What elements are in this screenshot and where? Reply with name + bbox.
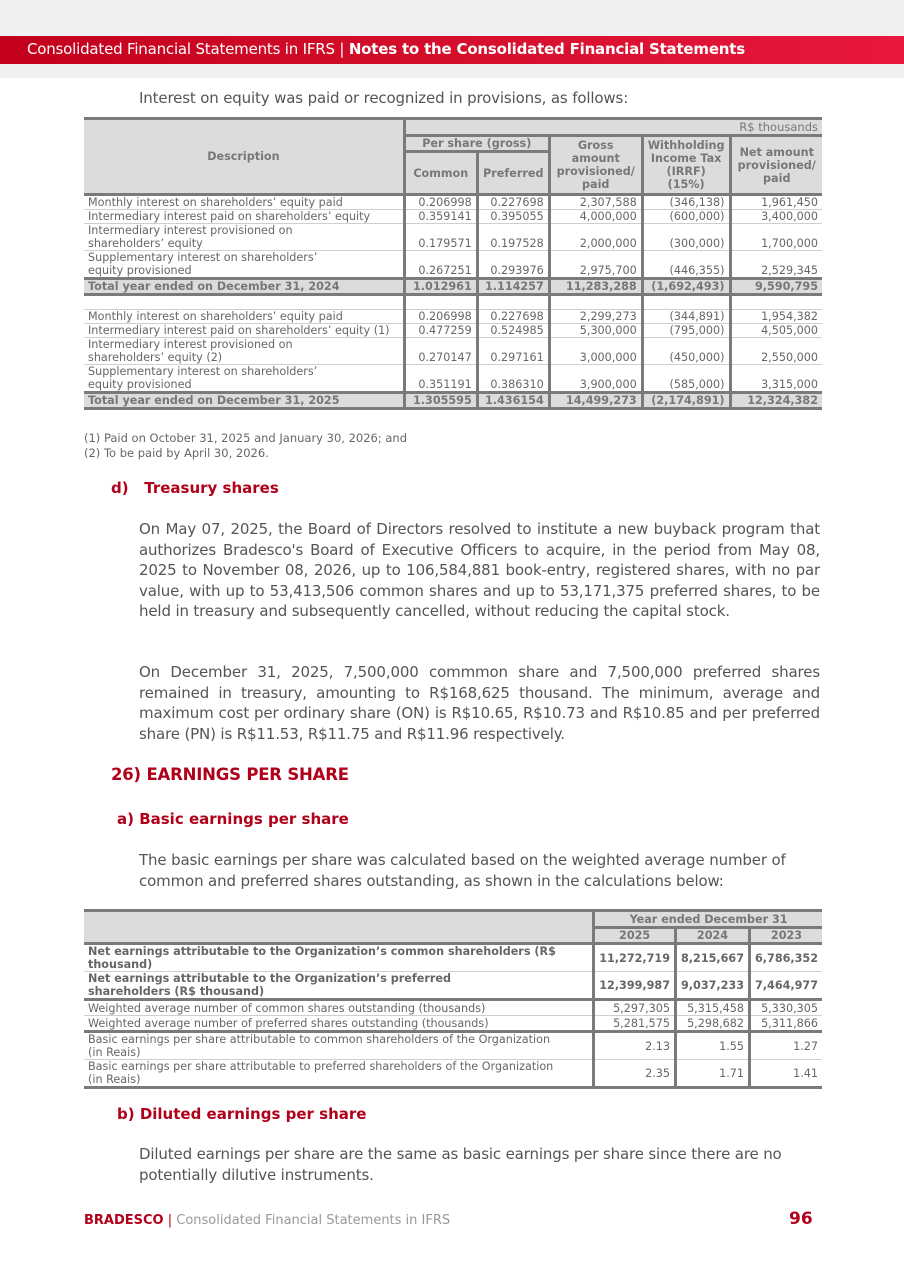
treasury-paragraph-2: On December 31, 2025, 7,500,000 commmon share and 7,500,000 preferred shares remained in treasury, amounting to R$168,625 thousand. The minimum, average and maximum cost per ordinary share (ON) is R$10.65, R$10.73 and R$10.85 and per preferred share (PN) is R$11.53, R$11.75 and R$11.96 respectively. [139, 663, 820, 743]
header-banner [0, 36, 904, 64]
cell-common: 0.477259 [404, 324, 477, 338]
cell-irrf: (344,891) [642, 310, 730, 324]
footer-text: Consolidated Financial Statements in IFRS [176, 1213, 451, 1228]
cell-2025: 5,297,305 [594, 1000, 676, 1016]
cell-preferred: 0.227698 [477, 195, 549, 210]
cell-common: 0.270147 [404, 338, 477, 365]
table-row [84, 251, 822, 279]
cell-preferred: 0.524985 [477, 324, 549, 338]
total-irrf: (1,692,493) [642, 279, 730, 295]
cell-2023: 1.27 [750, 1032, 823, 1060]
footer [84, 1213, 450, 1228]
cell-2024: 9,037,233 [676, 972, 750, 1000]
row-description: Monthly interest on shareholders’ equity paid [84, 310, 404, 324]
cell-2024: 1.55 [676, 1032, 750, 1060]
table-row [84, 338, 822, 365]
table-row [84, 1032, 822, 1060]
row-description: Monthly interest on shareholders’ equity paid [84, 195, 404, 210]
cell-irrf: (585,000) [642, 365, 730, 393]
unit-label: R$ thousands [404, 119, 822, 136]
cell-gross: 3,900,000 [549, 365, 642, 393]
total-row-2024 [84, 279, 822, 295]
cell-2024: 1.71 [676, 1060, 750, 1088]
total-row-2025 [84, 393, 822, 409]
cell-irrf: (450,000) [642, 338, 730, 365]
cell-preferred: 0.227698 [477, 310, 549, 324]
row-description: Basic earnings per share attributable to preferred shareholders of the Organization (in Reais) [88, 1060, 554, 1086]
total-common: 1.305595 [404, 393, 477, 409]
total-net: 12,324,382 [730, 393, 822, 409]
cell-2023: 1.41 [750, 1060, 823, 1088]
col-net: Net amount provisioned/ paid [730, 136, 822, 195]
table-row [84, 1060, 822, 1088]
cell-irrf: (300,000) [642, 224, 730, 251]
table-row [84, 324, 822, 338]
table-row [84, 365, 822, 393]
cell-irrf: (446,355) [642, 251, 730, 279]
header-separator: | [334, 40, 349, 58]
table-row [84, 210, 822, 224]
cell-common: 0.179571 [404, 224, 477, 251]
total-preferred: 1.436154 [477, 393, 549, 409]
table-row [84, 224, 822, 251]
cell-gross: 4,000,000 [549, 210, 642, 224]
cell-2023: 7,464,977 [750, 972, 823, 1000]
cell-irrf: (600,000) [642, 210, 730, 224]
row-description: Net earnings attributable to the Organization’s common shareholders (R$ thousand) [88, 945, 556, 971]
cell-preferred: 0.395055 [477, 210, 549, 224]
cell-gross: 2,299,273 [549, 310, 642, 324]
cell-net: 2,550,000 [730, 338, 822, 365]
cell-2025: 2.13 [594, 1032, 676, 1060]
earnings-per-share-table [84, 909, 822, 1089]
treasury-heading: d) Treasury shares [111, 479, 279, 497]
cell-preferred: 0.197528 [477, 224, 549, 251]
cell-net: 1,954,382 [730, 310, 822, 324]
cell-preferred: 0.297161 [477, 338, 549, 365]
cell-preferred: 0.386310 [477, 365, 549, 393]
cell-2023: 6,786,352 [750, 944, 823, 972]
total-net: 9,590,795 [730, 279, 822, 295]
total-preferred: 1.114257 [477, 279, 549, 295]
cell-gross: 2,000,000 [549, 224, 642, 251]
interest-on-equity-table [84, 117, 822, 410]
total-label: Total year ended on December 31, 2024 [84, 279, 404, 295]
cell-gross: 2,307,588 [549, 195, 642, 210]
row-description: Intermediary interest provisioned on shareholders’ equity [84, 224, 404, 251]
col-2024: 2024 [676, 928, 750, 944]
cell-net: 3,400,000 [730, 210, 822, 224]
total-label: Total year ended on December 31, 2025 [84, 393, 404, 409]
table-row [84, 1016, 822, 1032]
row-description: Supplementary interest on shareholders’ equity provisioned [84, 365, 404, 393]
cell-preferred: 0.293976 [477, 251, 549, 279]
cell-net: 4,505,000 [730, 324, 822, 338]
total-common: 1.012961 [404, 279, 477, 295]
cell-common: 0.359141 [404, 210, 477, 224]
cell-2023: 5,311,866 [750, 1016, 823, 1032]
total-gross: 14,499,273 [549, 393, 642, 409]
cell-gross: 3,000,000 [549, 338, 642, 365]
header-gap [0, 64, 904, 78]
cell-2024: 8,215,667 [676, 944, 750, 972]
col-2023: 2023 [750, 928, 823, 944]
table-row [84, 1000, 822, 1016]
top-margin [0, 0, 904, 36]
cell-gross: 2,975,700 [549, 251, 642, 279]
cell-net: 2,529,345 [730, 251, 822, 279]
cell-irrf: (795,000) [642, 324, 730, 338]
row-description: Supplementary interest on shareholders’ equity provisioned [84, 251, 404, 279]
table-row [84, 310, 822, 324]
basic-eps-text: The basic earnings per share was calculated based on the weighted average number of common and preferred shares outstanding, as shown in the calculations below: [139, 851, 786, 890]
col-2025: 2025 [594, 928, 676, 944]
page-number: 96 [789, 1209, 813, 1229]
footer-brand: BRADESCO [84, 1213, 164, 1228]
cell-irrf: (346,138) [642, 195, 730, 210]
diluted-eps-heading: b) Diluted earnings per share [117, 1105, 367, 1123]
row-description: Intermediary interest provisioned on shareholders’ equity (2) [84, 338, 404, 365]
col-irrf: Withholding Income Tax (IRRF) (15%) [642, 136, 730, 195]
col-preferred: Preferred [477, 152, 549, 195]
cell-2025: 11,272,719 [594, 944, 676, 972]
footer-separator: | [163, 1213, 177, 1228]
diluted-eps-text: Diluted earnings per share are the same as basic earnings per share since there are no potentially dilutive instruments. [139, 1145, 782, 1184]
cell-2024: 5,298,682 [676, 1016, 750, 1032]
intro-text: Interest on equity was paid or recognized in provisions, as follows: [139, 89, 629, 107]
cell-2023: 5,330,305 [750, 1000, 823, 1016]
total-gross: 11,283,288 [549, 279, 642, 295]
cell-net: 3,315,000 [730, 365, 822, 393]
table-row [84, 195, 822, 210]
cell-net: 1,700,000 [730, 224, 822, 251]
cell-common: 0.206998 [404, 195, 477, 210]
table-row [84, 972, 822, 1000]
eps-header-blank [84, 911, 594, 944]
row-description: Intermediary interest paid on shareholders’ equity (1) [84, 324, 404, 338]
col-description: Description [84, 119, 404, 195]
footnote-2: (2) To be paid by April 30, 2026. [84, 446, 269, 460]
cell-gross: 5,300,000 [549, 324, 642, 338]
row-description: Weighted average number of common shares outstanding (thousands) [88, 1001, 486, 1015]
treasury-paragraph-1: On May 07, 2025, the Board of Directors resolved to institute a new buyback program that authorizes Bradesco's Board of Executive Officers to acquire, in the period from May 08, 2025 to November 08, 2026, up to 106,584,881 book-entry, registered shares, with no par value, with up to 53,413,506 common shares and up to 53,171,375 preferred shares, to be held in treasury and subsequently cancelled, without reducing the capital stock. [139, 520, 820, 620]
cell-common: 0.206998 [404, 310, 477, 324]
cell-2025: 12,399,987 [594, 972, 676, 1000]
spacer-row [84, 295, 822, 310]
row-description: Basic earnings per share attributable to common shareholders of the Organization (in Reais) [88, 1033, 551, 1059]
eps-heading: 26) EARNINGS PER SHARE [111, 765, 349, 784]
cell-common: 0.351191 [404, 365, 477, 393]
cell-common: 0.267251 [404, 251, 477, 279]
cell-2025: 2.35 [594, 1060, 676, 1088]
table-row [84, 944, 822, 972]
cell-net: 1,961,450 [730, 195, 822, 210]
row-description: Intermediary interest paid on shareholders’ equity [84, 210, 404, 224]
footnote-1: (1) Paid on October 31, 2025 and January 30, 2026; and [84, 431, 408, 445]
cell-2025: 5,281,575 [594, 1016, 676, 1032]
eps-group-header: Year ended December 31 [594, 911, 822, 928]
header-title [27, 40, 745, 58]
col-gross: Gross amount provisioned/ paid [549, 136, 642, 195]
header-right: Notes to the Consolidated Financial Statements [348, 40, 745, 58]
basic-eps-heading: a) Basic earnings per share [117, 810, 349, 828]
total-irrf: (2,174,891) [642, 393, 730, 409]
row-description: Net earnings attributable to the Organization’s preferred shareholders (R$ thousand) [88, 972, 451, 998]
header-left: Consolidated Financial Statements in IFRS [27, 40, 335, 58]
cell-2024: 5,315,458 [676, 1000, 750, 1016]
col-per-share: Per share (gross) [404, 136, 549, 152]
row-description: Weighted average number of preferred shares outstanding (thousands) [88, 1016, 489, 1030]
col-common: Common [404, 152, 477, 195]
